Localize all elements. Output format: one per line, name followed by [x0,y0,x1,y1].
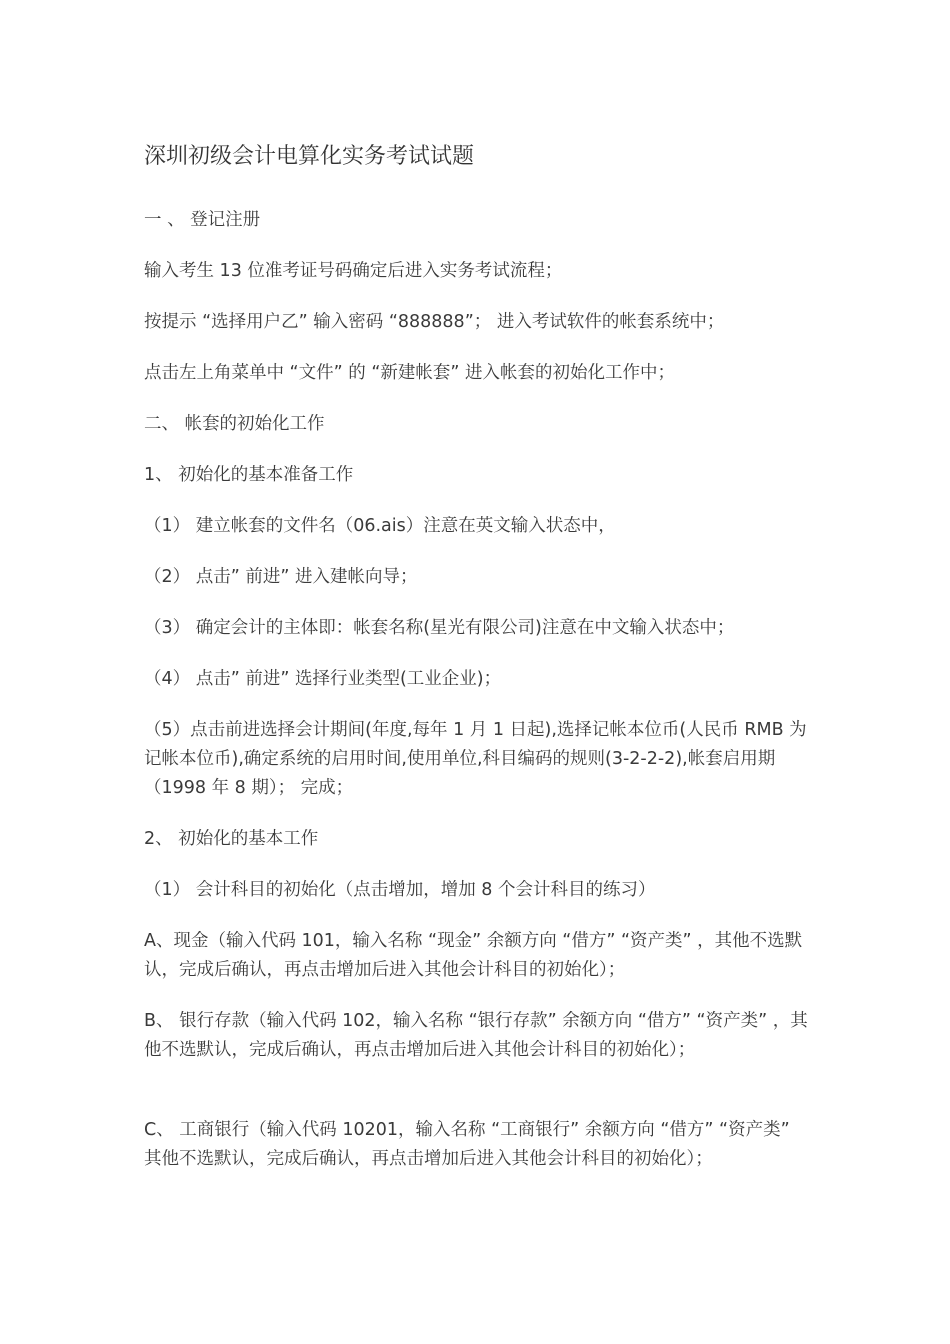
list-item-3-accounting-entity: （3） 确定会计的主体即：帐套名称(星光有限公司)注意在中文输入状态中； [144,618,735,638]
subsection-heading-basic-preparation: 1、 初始化的基本准备工作 [144,465,354,485]
list-item-1-file-name: （1） 建立帐套的文件名（06.ais）注意在英文输入状态中， [144,516,616,536]
paragraph-select-user-password: 按提示 “选择用户乙” 输入密码 “888888”； 进入考试软件的帐套系统中； [144,312,725,332]
paragraph-new-account-set: 点击左上角菜单中 “文件” 的 “新建帐套” 进入帐套的初始化工作中； [144,363,676,383]
account-item-a-cash: A、现金（输入代码 101，输入名称 “现金” 余额方向 “借方” “资产类” ，其他不选默认，完成后确认，再点击增加后进入其他会计科目的初始化）； [144,931,803,980]
list-item-5-accounting-period: （5）点击前进选择会计期间(年度,每年 1 月 1 日起),选择记帐本位币(人民币 RMB 为记帐本位币),确定系统的启用时间,使用单位,科目编码的规则(3-2-2-2),帐套启用期（1998 年 8 期）； 完成； [144,720,807,798]
list-item-4-industry-type: （4） 点击” 前进” 选择行业类型(工业企业)； [144,669,502,689]
account-item-b-bank-deposit: B、 银行存款（输入代码 102，输入名称 “银行存款” 余额方向 “借方” “资产类” ，其他不选默认，完成后确认，再点击增加后进入其他会计科目的初始化）； [144,1011,808,1060]
subsection-heading-basic-work: 2、 初始化的基本工作 [144,829,319,849]
section-heading-initialization: 二、 帐套的初始化工作 [144,414,325,434]
list-item-1-chart-of-accounts: （1） 会计科目的初始化（点击增加，增加 8 个会计科目的练习） [144,880,656,900]
document-title: 深圳初级会计电算化实务考试试题 [144,144,475,169]
paragraph-enter-exam-number: 输入考生 13 位准考证号码确定后进入实务考试流程； [144,261,563,281]
account-item-c-icbc: C、 工商银行（输入代码 10201，输入名称 “工商银行” 余额方向 “借方” “资产类” 其他不选默认，完成后确认，再点击增加后进入其他会计科目的初始化）； [144,1120,790,1169]
section-heading-registration: 一 、 登记注册 [144,210,261,230]
list-item-2-next-wizard: （2） 点击” 前进” 进入建帐向导； [144,567,418,587]
